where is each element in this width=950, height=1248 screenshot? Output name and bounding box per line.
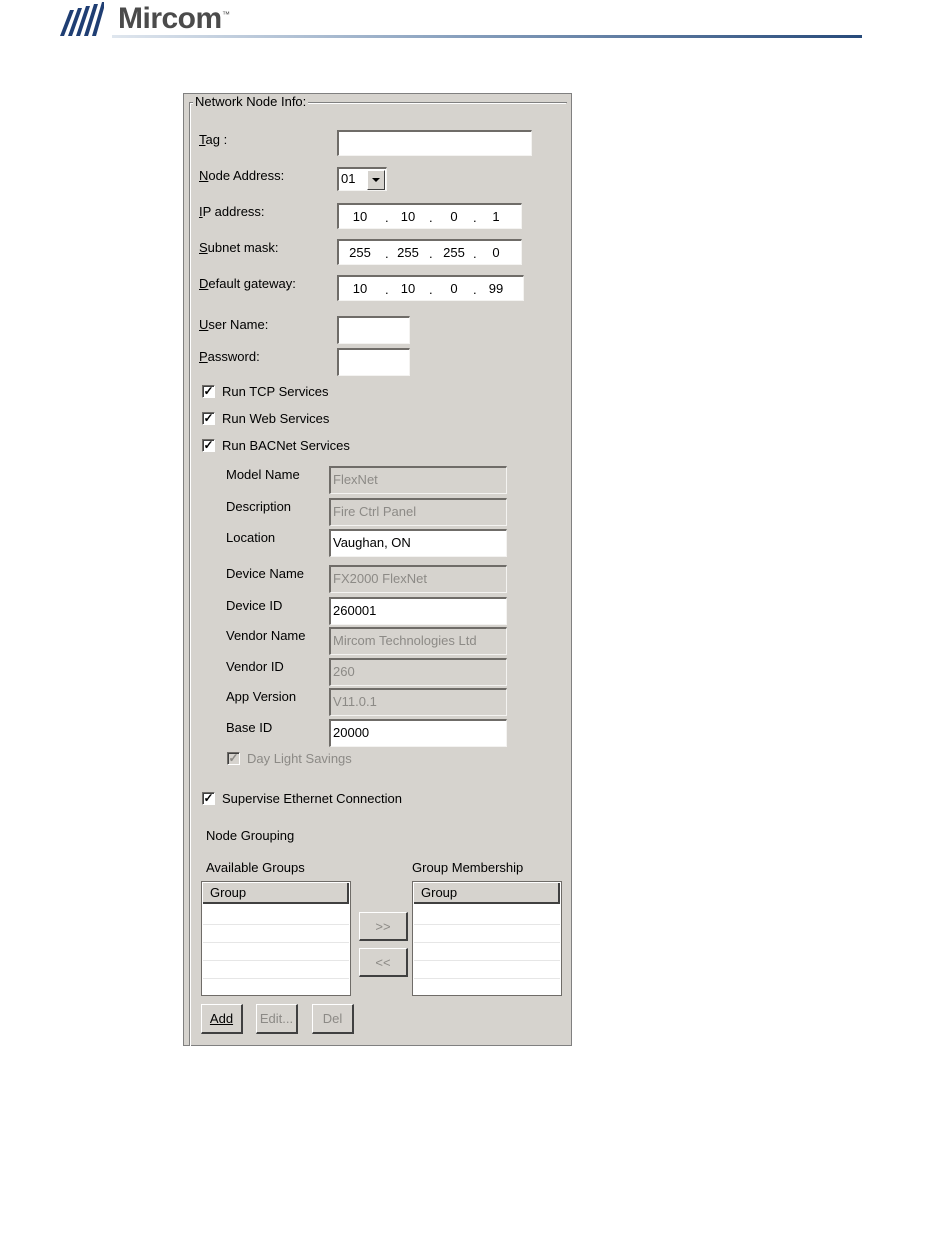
header-divider [112,35,862,38]
delete-button[interactable]: Del [312,1004,354,1034]
available-groups-column-header[interactable]: Group [203,883,349,904]
gateway-octet-2: 10 [400,281,416,296]
mircom-logo-icon [60,2,104,36]
ip-dot: . [429,246,433,261]
group-membership-column-header[interactable]: Group [414,883,560,904]
description-input: Fire Ctrl Panel [329,498,507,526]
ip-dot: . [385,282,389,297]
node-grouping-title: Node Grouping [206,828,295,843]
run-tcp-label: Run TCP Services [222,384,329,399]
list-row-divider [203,960,349,961]
subnet-octet-3: 255 [443,245,465,260]
model-name-label: Model Name [226,467,300,482]
list-row-divider [414,960,560,961]
run-bacnet-checkbox[interactable]: ✓ [203,438,214,452]
group-membership-list[interactable] [412,881,562,996]
add-button[interactable] [201,1004,243,1034]
list-row-divider [414,978,560,979]
run-bacnet-label: Run BACNet Services [222,438,350,453]
subnet-octet-2: 255 [397,245,419,260]
default-gateway-input[interactable] [337,275,524,301]
vendor-id-label: Vendor ID [226,659,284,674]
subnet-octet-4: 0 [492,245,500,260]
base-id-label: Base ID [226,720,273,735]
user-name-label: User Name: [199,317,269,332]
tag-label: Tag : [199,132,228,147]
description-label: Description [226,499,292,514]
tag-input[interactable] [337,130,532,156]
ip-address-input[interactable] [337,203,522,229]
app-version-label: App Version [226,689,297,704]
run-web-checkbox[interactable]: ✓ [203,411,214,425]
password-input[interactable] [337,348,410,376]
node-address-label: Node Address: [199,168,285,183]
base-id-input[interactable]: 20000 [329,719,507,747]
group-membership-label: Group Membership [412,860,524,875]
device-name-label: Device Name [226,566,305,581]
device-name-input: FX2000 FlexNet [329,565,507,593]
brand-name: Mircom [118,2,222,35]
supervise-ethernet-label: Supervise Ethernet Connection [222,791,402,806]
node-address-select[interactable] [337,167,387,191]
user-name-input[interactable] [337,316,410,344]
list-row-divider [203,942,349,943]
supervise-ethernet-checkbox[interactable]: ✓ [203,791,214,805]
subnet-mask-input[interactable] [337,239,522,265]
add-button-label: Add [209,1011,234,1026]
ip-dot: . [385,210,389,225]
ip-dot: . [385,246,389,261]
available-groups-list[interactable] [201,881,351,996]
default-gateway-label: Default gateway: [199,276,296,291]
gateway-octet-4: 99 [488,281,504,296]
subnet-mask-label: Subnet mask: [199,240,279,255]
ip-dot: . [473,246,477,261]
run-tcp-checkbox[interactable]: ✓ [203,384,214,398]
ip-octet-2: 10 [400,209,416,224]
password-label: Password: [199,349,260,364]
ip-octet-3: 0 [450,209,458,224]
ip-dot: . [473,282,477,297]
edit-button[interactable]: Edit... [256,1004,298,1034]
daylight-savings-checkbox: ✓ [228,751,239,765]
chevron-down-icon [372,178,380,182]
ip-octet-4: 1 [492,209,500,224]
move-right-button[interactable]: >> [359,912,408,941]
daylight-savings-label: Day Light Savings [247,751,352,766]
vendor-name-input: Mircom Technologies Ltd [329,627,507,655]
app-version-input: V11.0.1 [329,688,507,716]
brand-trademark: ™ [222,10,230,19]
model-name-input: FlexNet [329,466,507,494]
device-id-input[interactable]: 260001 [329,597,507,625]
group-title: Network Node Info: [195,94,307,109]
ip-address-label: IP address: [199,204,265,219]
device-id-label: Device ID [226,598,283,613]
ip-octet-1: 10 [352,209,368,224]
list-row-divider [203,978,349,979]
list-row-divider [414,924,560,925]
list-row-divider [414,942,560,943]
gateway-octet-3: 0 [450,281,458,296]
move-left-button[interactable]: << [359,948,408,977]
network-node-info-panel [183,93,572,1046]
run-web-label: Run Web Services [222,411,330,426]
available-groups-label: Available Groups [206,860,305,875]
location-input[interactable]: Vaughan, ON [329,529,507,557]
location-label: Location [226,530,276,545]
list-row-divider [203,924,349,925]
node-address-dropdown-button[interactable] [367,170,385,190]
vendor-id-input: 260 [329,658,507,686]
ip-dot: . [429,210,433,225]
subnet-octet-1: 255 [349,245,371,260]
ip-dot: . [429,282,433,297]
node-address-value: 01 [341,171,356,186]
gateway-octet-1: 10 [352,281,368,296]
ip-dot: . [473,210,477,225]
vendor-name-label: Vendor Name [226,628,306,643]
